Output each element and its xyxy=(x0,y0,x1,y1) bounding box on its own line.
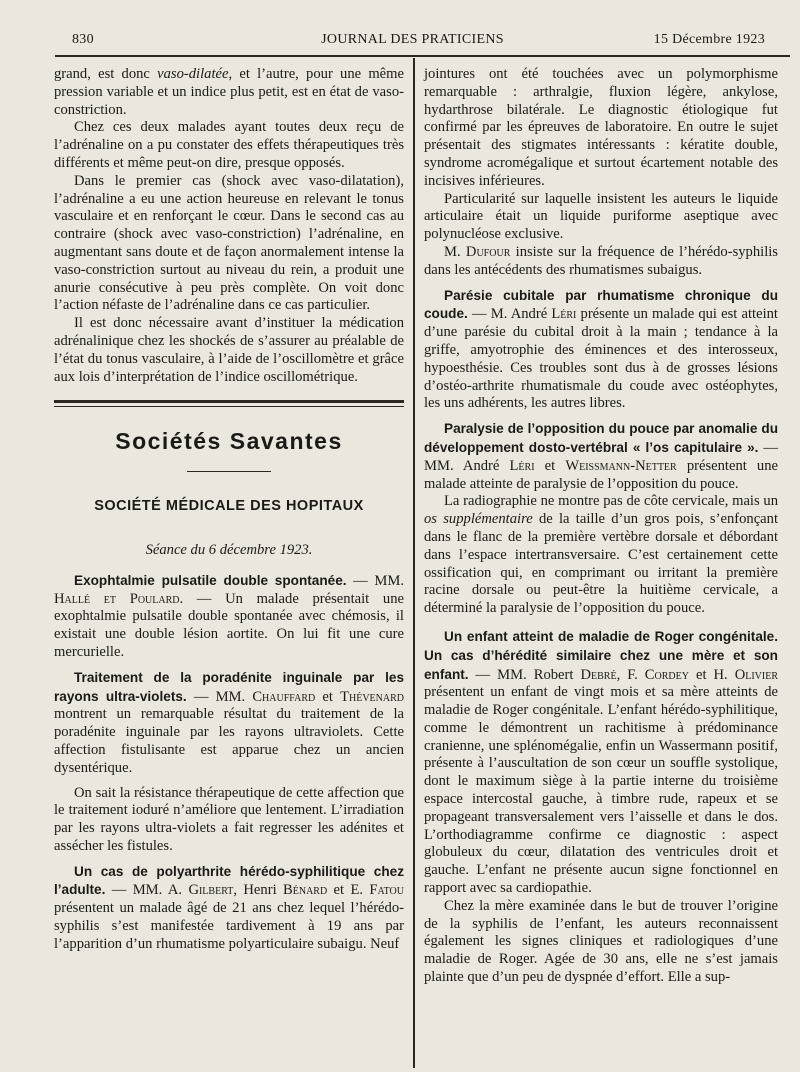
issue-date: 15 Décembre 1923 xyxy=(653,32,765,47)
entry-paralysie: Paralysie de l’opposition du pouce par anomalie du développement dosto-vertébral « l’os capitulaire ». — MM. André Léri et Weissmann-Netter présentent une malade atteinte de paralysie de l’opposition du pouce. xyxy=(424,421,778,492)
section-rule-thin xyxy=(54,406,404,407)
paragraph: La radiographie ne montre pas de côte cervicale, mais un os supplémentaire de la taille d’un gros pois, s’enfonçant dans le flanc de la première vertèbre dorsale et débordant dans l’espace intertransversaire. C’est certainement cette ossification qui, en comprimant ou irritant la première racine dorsale ou peut-être la huitième cervicale, a déterminé la paralysie de l’opposition du pouce. xyxy=(424,493,779,617)
section-title: Sociétés Savantes xyxy=(115,428,343,455)
paragraph: jointures ont été touchées avec un polymorphisme remarquable : arthralgie, fluxion légère, ankylose, hydarthrose bilatérale. Le diagnostic étiologique fut confirmé par les épreuves de laboratoire. En outre le sujet présentait des stigmates intéressants : kératite double, syndrome acromégalique et surtout écartement notable des incisives inférieures. xyxy=(424,66,778,189)
paragraph: Il est donc nécessaire avant d’instituer la médication adrénalinique chez les shockés de s’assurer au préalable de l’état du tonus vasculaire, à l’aide de l’oscillomètre et grâce aux lois d’interprétation de l’indice oscillométrique. xyxy=(54,315,404,385)
title-rule xyxy=(187,471,271,472)
paragraph: Dans le premier cas (shock avec vaso-dilatation), l’adrénaline a eu une action heureuse en relevant le tonus vasculaire et en renforçant le cœur. Dans le second cas au contraire (shock avec vaso-constriction) l’adrénaline, en augmentant sans doute et de façon anormalement intense la vaso-constriction surtout au niveau du rein, a produit une anurie consécutive à peu près complète. On voit donc l’action néfaste de l’adrénaline dans ce cas particulier. xyxy=(54,172,404,314)
journal-title: JOURNAL DES PRATICIENS xyxy=(321,32,504,47)
paragraph: Chez ces deux malades ayant toutes deux reçu de l’adrénaline on a pu constater des effets thérapeutiques très différents et même peut-on dire, presque opposés. xyxy=(54,119,404,171)
entry-dufour: M. Dufour insiste sur la fréquence de l’hérédo-syphilis dans les antécédents des rhumatismes subaigus. xyxy=(424,243,778,278)
running-header xyxy=(60,32,765,52)
paragraph: Chez la mère examinée dans le but de trouver l’origine de la syphilis de l’enfant, les auteurs reconnaissent également les signes cliniques et radiologiques d’une maladie de Roger. Agée de 30 ans, elle ne s’est jamais plainte que d’un peu de dyspnée d’effort. Elle a sup- xyxy=(424,897,778,986)
entry-poradenite: Traitement de la poradénite inguinale par les rayons ultra-violets. — MM. Chauffard et Thévenard montrent un remarquable résultat du traitement de la poradénite inguinale par les rayons ultraviolets. Cette affection fistulisante est apparue chez un ancien dysentérique. xyxy=(54,669,404,776)
entry-exophtalmie: Exophtalmie pulsatile double spontanée. — MM. Hallé et Poulard. — Un malade présentait une exophtalmie pulsatile double spontanée avec chémosis, il existait une double lésion aortite. On lui fit une cure mercurielle. xyxy=(54,572,404,660)
entry-polyarthrite: Un cas de polyarthrite hérédo-syphilitique chez l’adulte. — MM. A. Gilbert, Henri Bénard et E. Fatou présentent un malade âgé de 21 ans chez lequel l’hérédo-syphilis s’est manifestée tardivement à 19 ans par l’apparition d’un rhumatisme polyarticulaire subaigu. Neuf xyxy=(54,863,404,952)
right-column xyxy=(424,66,778,987)
left-column xyxy=(54,66,404,954)
page-number: 830 xyxy=(72,32,94,47)
seance-date: Séance du 6 décembre 1923. xyxy=(145,541,313,558)
entry-paresie: Parésie cubitale par rhumatisme chronique du coude. — M. André Léri présente un malade qui est atteint d’une parésie du cubital droit à la main ; tendance à la griffe, amyotrophie des éminences et des interosseux, hypoesthésie. Ces troubles sont dus à de grosses lésions d’ostéo-arthrite rhumatismale du coude avec ostéophytes, les uns adhérents, les autres libres. xyxy=(424,287,778,412)
society-title: SOCIÉTÉ MÉDICALE DES HOPITAUX xyxy=(94,498,364,515)
entry-maladie-roger: Un enfant atteint de maladie de Roger congénitale. Un cas d’hérédité similaire chez une mère et son enfant. — MM. Robert Debré, F. Cordey et H. Olivier présentent un enfant de vingt mois et sa mère atteints de maladie de Roger congénitale. L’enfant hérédo-syphilitique, comme le démontrent un rachitisme à prédominance cranienne, une splénomégalie, enfin un Wassermann positif, présente à l’auscultation de son cœur un souffle systolique, dont le maximum siège à la partie interne du troisième espace intercostal gauche, à timbre rude, rapeux et se propageant transversalement vers l’aisselle et dans le dos. L’orthodiagramme confirme ce diagnostic : aspect globuleux du cœur, dilatation des ventricules droit et gauche. L’enfant ne présente aucun signe fonctionnel en rapport avec sa cardiopathie. xyxy=(424,628,778,897)
paragraph: On sait la résistance thérapeutique de cette affection que le traitement ioduré n’améliore que lentement. L’irradiation par les rayons ultra-violets a fait regresser les adénites et assécher les fistules. xyxy=(54,784,404,854)
paragraph: grand, est donc vaso-dilatée, et l’autre, pour une même pression variable et un indice plus petit, est en état de vaso-constriction. xyxy=(54,66,404,118)
column-divider xyxy=(413,58,415,1068)
section-rule xyxy=(54,400,404,403)
header-rule xyxy=(55,55,790,57)
paragraph: Particularité sur laquelle insistent les auteurs le liquide articulaire était un liquide puriforme aseptique avec polynucléose exclusive. xyxy=(424,190,778,243)
